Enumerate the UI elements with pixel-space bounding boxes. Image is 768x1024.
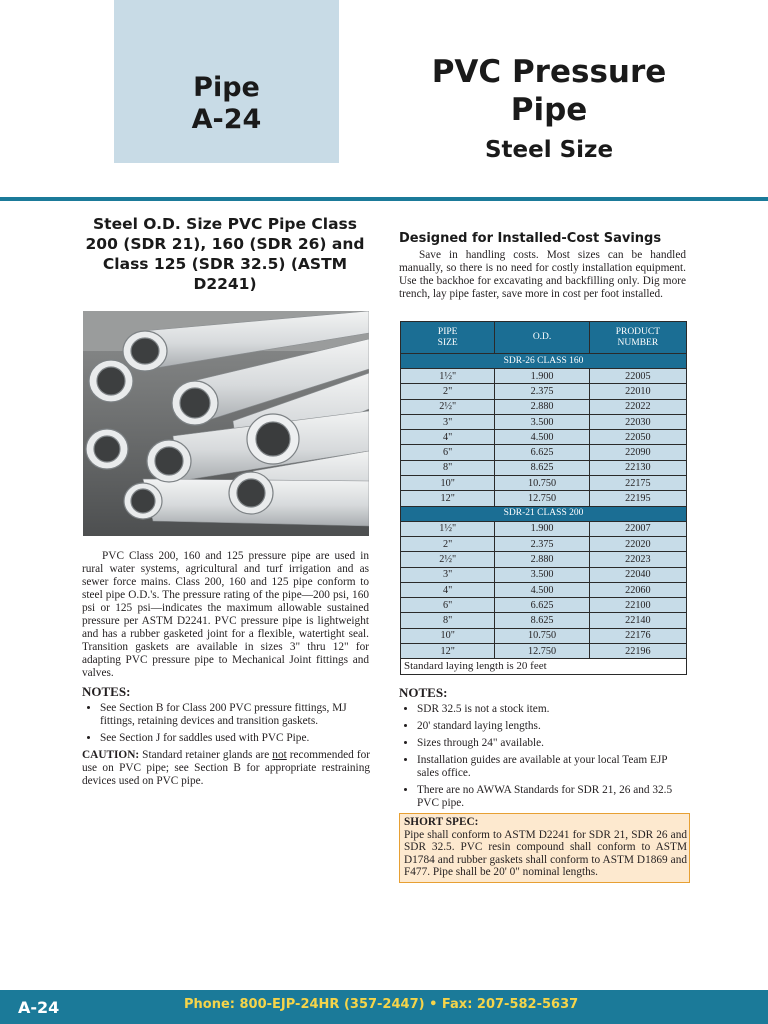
- cell-pipe-size: 4": [401, 582, 495, 597]
- table-section-label: SDR-21 CLASS 200: [401, 506, 687, 521]
- cell-pipe-size: 1½": [401, 521, 495, 536]
- cell-product-number: 22195: [589, 491, 686, 506]
- cell-od: 4.500: [495, 582, 589, 597]
- cell-pipe-size: 2½": [401, 552, 495, 567]
- cell-pipe-size: 12": [401, 644, 495, 659]
- cell-pipe-size: 3": [401, 567, 495, 582]
- section-label-line2: A-24: [191, 104, 262, 135]
- cell-product-number: 22005: [589, 369, 686, 384]
- cell-pipe-size: 2": [401, 384, 495, 399]
- page-title-line1: PVC Pressure: [431, 54, 667, 90]
- cell-od: 8.625: [495, 460, 589, 475]
- table-row: [401, 582, 687, 597]
- cell-product-number: 22040: [589, 567, 686, 582]
- right-heading: Designed for Installed-Cost Savings: [399, 231, 662, 246]
- cell-od: 1.900: [495, 369, 589, 384]
- cell-pipe-size: 12": [401, 491, 495, 506]
- right-body-text: Save in handling costs. Most sizes can be handled manually, so there is no need for costly installation equipment. Use the backhoe for excavating and backfilling only. Dig more trench, lay pipe faster, save more in cost per foot installed.: [399, 249, 686, 300]
- caution-not: not: [272, 749, 287, 761]
- cell-pipe-size: 2½": [401, 399, 495, 414]
- table-footnote-row: [401, 659, 687, 674]
- cell-od: 6.625: [495, 598, 589, 613]
- caution-pre: Standard retainer glands are: [139, 749, 273, 761]
- table-section-label: SDR-26 CLASS 160: [401, 354, 687, 369]
- cell-product-number: 22175: [589, 476, 686, 491]
- section-label-line1: Pipe: [193, 72, 260, 103]
- table-row: [401, 567, 687, 582]
- cell-pipe-size: 10": [401, 628, 495, 643]
- cell-od: 10.750: [495, 628, 589, 643]
- col-header-product-number: PRODUCT NUMBER: [589, 322, 686, 354]
- pvc-pipes-photo: [83, 311, 369, 536]
- left-heading: Steel O.D. Size PVC Pipe Class 200 (SDR 21), 160 (SDR 26) and Class 125 (SDR 32.5) (ASTM D2241): [85, 215, 365, 293]
- cell-pipe-size: 8": [401, 460, 495, 475]
- right-note-item: • Installation guides are available at your local Team EJP sales office.: [417, 754, 687, 780]
- caution-post: recommended for use on PVC pipe; see Section B for appropriate restraining devices used on PVC pipe.: [82, 749, 370, 787]
- cell-od: 2.375: [495, 536, 589, 551]
- cell-pipe-size: 4": [401, 430, 495, 445]
- cell-od: 4.500: [495, 430, 589, 445]
- page-title: [384, 53, 714, 129]
- cell-product-number: 22176: [589, 628, 686, 643]
- cell-product-number: 22023: [589, 552, 686, 567]
- caution-text: [82, 749, 370, 788]
- cell-pipe-size: 8": [401, 613, 495, 628]
- cell-product-number: 22022: [589, 399, 686, 414]
- left-notes-heading: NOTES:: [82, 684, 131, 699]
- table-row: [401, 521, 687, 536]
- cell-product-number: 22130: [589, 460, 686, 475]
- table-row: [401, 414, 687, 429]
- short-spec-box: [399, 813, 690, 883]
- cell-product-number: 22010: [589, 384, 686, 399]
- table-row: [401, 369, 687, 384]
- right-notes-list: [399, 703, 687, 810]
- caution-label: CAUTION:: [82, 749, 140, 761]
- table-row: [401, 552, 687, 567]
- cell-od: 1.900: [495, 521, 589, 536]
- table-row: [401, 460, 687, 475]
- table-footnote: Standard laying length is 20 feet: [401, 659, 687, 674]
- col-header-od: O.D.: [495, 322, 589, 354]
- header-divider: [0, 197, 768, 201]
- cell-od: 3.500: [495, 567, 589, 582]
- cell-product-number: 22007: [589, 521, 686, 536]
- table-row: [401, 430, 687, 445]
- table-row: [401, 384, 687, 399]
- short-spec-heading: SHORT SPEC:: [404, 816, 479, 828]
- section-tab: [114, 0, 339, 163]
- col-header-pipe-size: PIPE SIZE: [401, 322, 495, 354]
- cell-pipe-size: 6": [401, 598, 495, 613]
- table-row: [401, 399, 687, 414]
- left-notes-list: [82, 702, 370, 745]
- cell-product-number: 22050: [589, 430, 686, 445]
- footer-page-number: A-24: [18, 998, 60, 1017]
- cell-pipe-size: 6": [401, 445, 495, 460]
- left-note-item: • See Section B for Class 200 PVC pressure fittings, MJ fittings, retaining devices and transition gaskets.: [100, 702, 370, 728]
- page-subtitle: Steel Size: [484, 137, 614, 163]
- cell-od: 6.625: [495, 445, 589, 460]
- right-notes-heading: NOTES:: [399, 685, 448, 700]
- footer-contact: Phone: 800-EJP-24HR (357-2447) • Fax: 207-582-5637: [184, 997, 579, 1012]
- cell-product-number: 22140: [589, 613, 686, 628]
- product-table: [400, 321, 687, 675]
- left-note-item: • See Section J for saddles used with PVC Pipe.: [100, 732, 370, 745]
- right-note-item: • 20' standard laying lengths.: [417, 720, 687, 733]
- cell-product-number: 22196: [589, 644, 686, 659]
- table-row: [401, 628, 687, 643]
- table-section-row: [401, 506, 687, 521]
- page-title-line2: Pipe: [510, 92, 588, 128]
- cell-od: 2.880: [495, 399, 589, 414]
- right-note-item: • Sizes through 24" available.: [417, 737, 687, 750]
- table-row: [401, 491, 687, 506]
- cell-od: 2.375: [495, 384, 589, 399]
- cell-product-number: 22060: [589, 582, 686, 597]
- table-row: [401, 644, 687, 659]
- cell-pipe-size: 10": [401, 476, 495, 491]
- short-spec-text: Pipe shall conform to ASTM D2241 for SDR 21, SDR 26 and SDR 32.5. PVC resin compound shall conform to ASTM D1784 and rubber gaskets shall conform to ASTM D1869 and F477. Pipe shall be 20' 0" nominal lengths.: [404, 828, 687, 879]
- section-label: [114, 72, 339, 136]
- cell-od: 10.750: [495, 476, 589, 491]
- cell-od: 3.500: [495, 414, 589, 429]
- cell-pipe-size: 3": [401, 414, 495, 429]
- cell-product-number: 22020: [589, 536, 686, 551]
- table-header-row: [401, 322, 687, 354]
- cell-od: 8.625: [495, 613, 589, 628]
- table-row: [401, 445, 687, 460]
- right-note-item: • SDR 32.5 is not a stock item.: [417, 703, 687, 716]
- table-row: [401, 613, 687, 628]
- left-notes: [82, 684, 370, 788]
- cell-od: 12.750: [495, 491, 589, 506]
- table-row: [401, 536, 687, 551]
- table-row: [401, 598, 687, 613]
- cell-product-number: 22100: [589, 598, 686, 613]
- left-body-text: PVC Class 200, 160 and 125 pressure pipe are used in rural water systems, agricultural and turf irrigation and as sewer force mains. Class 200, 160 and 125 pipe conform to steel pipe O.D.'s. The pressure rating of the pipe—200 psi, 160 psi or 125 psi—indicates the maximum allowable sustained pressure per ASTM D2241. PVC pressure pipe is lightweight and has a rubber gasketed joint for a flexible, watertight seal. Transition gaskets are available in sizes 3" thru 12" for adapting PVC pressure pipe to Mechanical Joint fittings and valves.: [82, 550, 369, 679]
- cell-od: 12.750: [495, 644, 589, 659]
- cell-od: 2.880: [495, 552, 589, 567]
- right-notes: [399, 685, 687, 814]
- table-section-row: [401, 354, 687, 369]
- cell-product-number: 22030: [589, 414, 686, 429]
- table-row: [401, 476, 687, 491]
- right-note-item: • There are no AWWA Standards for SDR 21, 26 and 32.5 PVC pipe.: [417, 784, 687, 810]
- cell-pipe-size: 2": [401, 536, 495, 551]
- cell-pipe-size: 1½": [401, 369, 495, 384]
- page-footer: [0, 990, 768, 1024]
- cell-product-number: 22090: [589, 445, 686, 460]
